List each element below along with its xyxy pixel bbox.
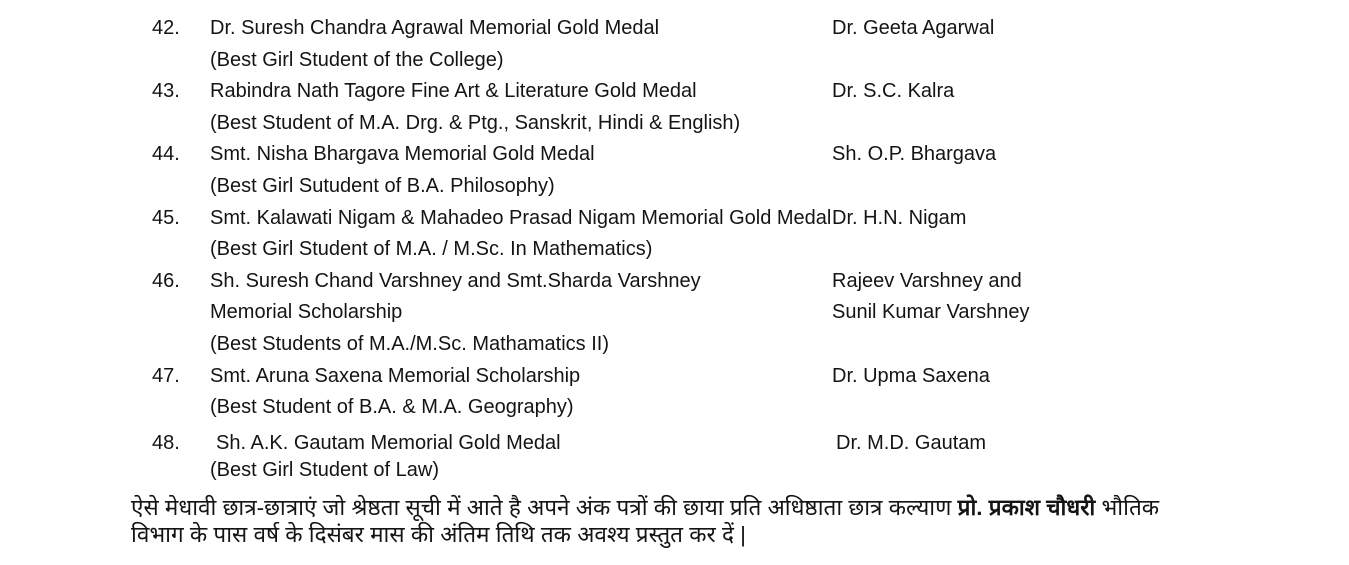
award-title: Smt. Aruna Saxena Memorial Scholarship: [210, 364, 581, 387]
award-title-block: [210, 76, 832, 139]
award-number: 42.: [152, 17, 180, 39]
donor-name: Rajeev Varshney and: [832, 269, 1022, 292]
award-subtitle: (Best Girl Sutudent of B.A. Philosophy): [210, 174, 555, 197]
award-row-47: [152, 361, 1349, 424]
award-subtitle: (Best Student of B.A. & M.A. Geography): [210, 396, 574, 419]
footer-text-end: भौतिक विभाग के पास वर्ष के दिसंबर मास की अंतिम तिथि तक अवश्य प्रस्तुत कर दें |: [131, 494, 1160, 548]
award-number: 46.: [152, 269, 180, 292]
donor-name: Dr. M.D. Gautam: [836, 431, 987, 454]
award-number: 48.: [152, 431, 180, 454]
award-subtitle: (Best Girl Student of M.A. / M.Sc. In Mathematics): [210, 238, 653, 261]
award-subtitle: (Best Girl Student of Law): [210, 459, 439, 482]
award-row-48: [152, 430, 1349, 485]
award-title: Smt. Nisha Bhargava Memorial Gold Medal: [210, 143, 595, 166]
award-title-block: [210, 430, 832, 485]
donor-block: [832, 76, 1349, 108]
award-row-42: [152, 13, 1349, 76]
donor-name: Sunil Kumar Varshney: [832, 301, 1030, 324]
award-row-43: [152, 76, 1349, 139]
award-title: Rabindra Nath Tagore Fine Art & Literature Gold Medal: [210, 80, 697, 103]
award-row-45: [152, 203, 1349, 266]
donor-block: [832, 13, 1349, 45]
award-title-block: [210, 203, 832, 266]
footer-note: [0, 494, 1209, 549]
donor-block: [832, 203, 1349, 235]
donor-name: Dr. S.C. Kalra: [832, 80, 955, 103]
award-title: Sh. Suresh Chand Varshney and Smt.Sharda Varshney: [210, 269, 701, 292]
award-title-block: [210, 266, 832, 361]
award-row-46: [152, 266, 1349, 361]
donor-name: Sh. O.P. Bhargava: [832, 143, 997, 166]
award-number: 44.: [152, 143, 180, 166]
award-subtitle: (Best Student of M.A. Drg. & Ptg., Sanskrit, Hindi & English): [210, 111, 741, 134]
award-subtitle: (Best Girl Student of the College): [210, 48, 504, 71]
donor-name: Dr. H.N. Nigam: [832, 206, 967, 229]
footer-bold-name: प्रो. प्रकाश चौधरी: [957, 494, 1096, 520]
award-title: Sh. A.K. Gautam Memorial Gold Medal: [216, 431, 561, 454]
award-title-block: [210, 139, 832, 202]
donor-block: [832, 139, 1349, 171]
award-title: Dr. Suresh Chandra Agrawal Memorial Gold Medal: [210, 17, 660, 39]
award-title: Smt. Kalawati Nigam & Mahadeo Prasad Nigam Memorial Gold Medal: [210, 206, 832, 229]
donor-name: Dr. Upma Saxena: [832, 364, 990, 387]
donor-block: [832, 266, 1349, 329]
donor-name: Dr. Geeta Agarwal: [832, 17, 995, 39]
award-number: 43.: [152, 80, 180, 103]
award-title-continued: Memorial Scholarship: [210, 301, 403, 324]
award-number: 45.: [152, 206, 180, 229]
donor-block: [832, 361, 1349, 393]
footer-text-start: ऐसे मेधावी छात्र-छात्राएं जो श्रेष्ठता सूची में आते है अपने अंक पत्रों की छाया प्रति अधिष्ठाता छात्र कल्याण: [131, 494, 958, 520]
donor-block: [832, 430, 1349, 458]
award-row-44: [152, 139, 1349, 202]
award-title-block: [210, 13, 832, 76]
award-number: 47.: [152, 364, 180, 387]
award-title-block: [210, 361, 832, 424]
award-subtitle: (Best Students of M.A./M.Sc. Mathamatics II): [210, 332, 610, 355]
